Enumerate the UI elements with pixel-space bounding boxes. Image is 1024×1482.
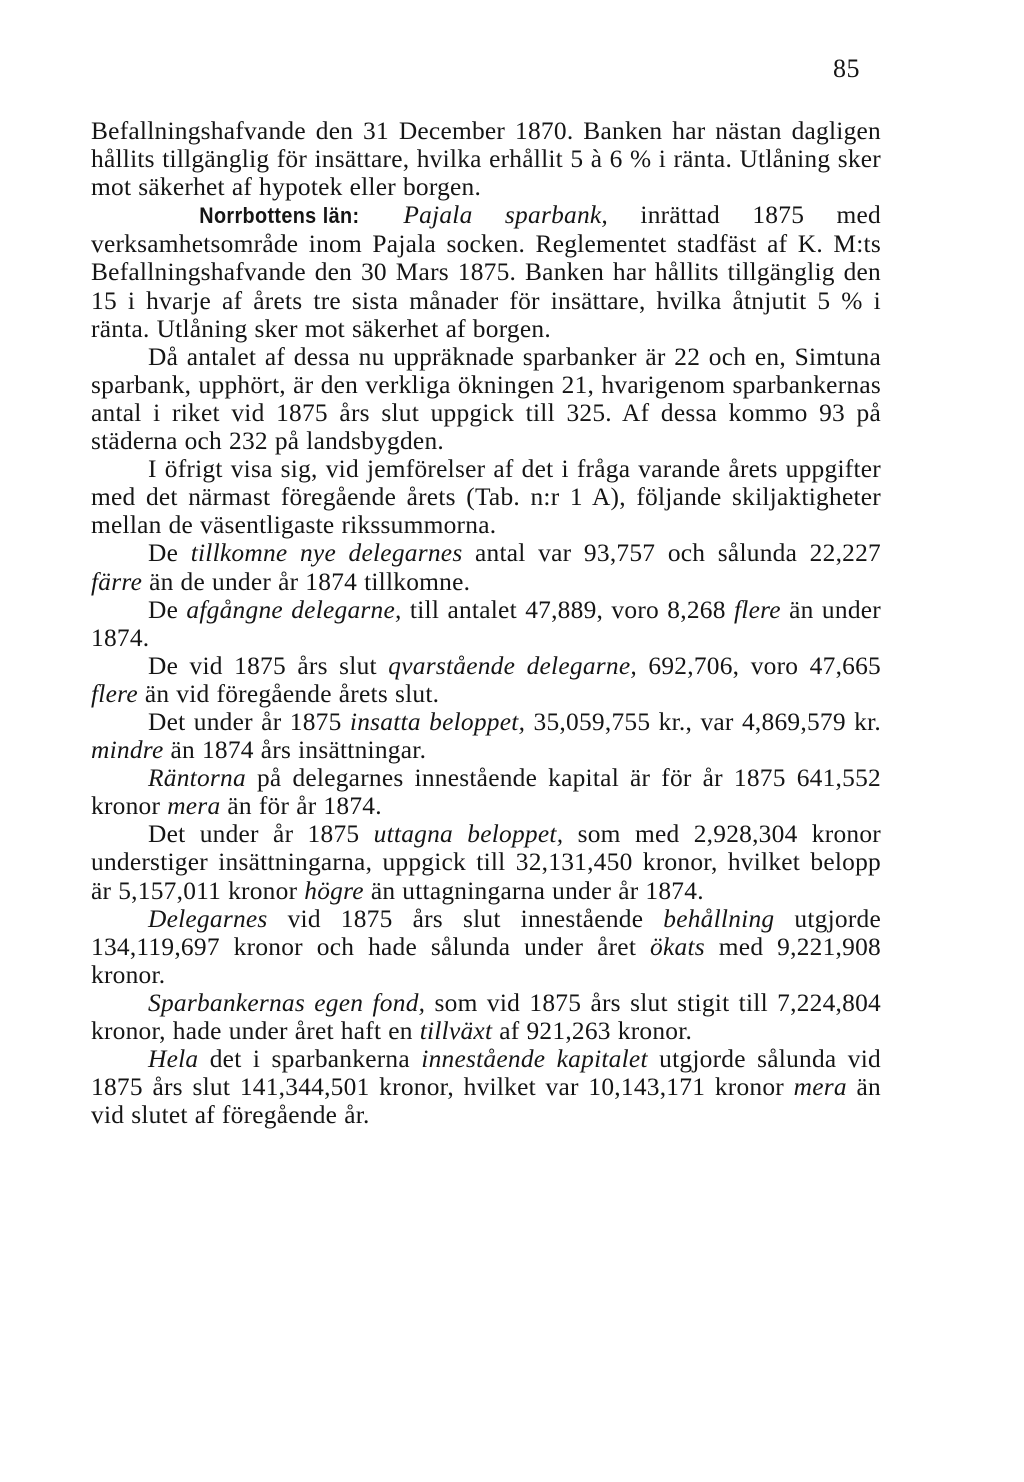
italic-text: färre (91, 567, 143, 596)
italic-text: qvarstående delegarne, (388, 651, 637, 680)
italic-text: mera (167, 792, 221, 821)
text-segment: det i sparbankerna (198, 1045, 422, 1074)
text-segment: 692,706, voro 47,665 (636, 651, 881, 680)
text-segment: som med 2,928,304 kronor understiger insättningarna, uppgick till 32,131,450 kronor, hvilket belopp är 5,157,011 kronor (91, 820, 881, 905)
text-segment: af 921,263 kronor. (492, 1017, 693, 1045)
text-segment: än de under år 1874 tillkomne. (142, 567, 471, 596)
text-segment: än 1874 års insättningar. (163, 736, 427, 765)
text-segment: Det under år 1875 (148, 707, 350, 736)
italic-text: flere (91, 679, 138, 708)
italic-text: behållning (663, 904, 775, 933)
italic-text: afgångne delegarne, (186, 595, 402, 624)
italic-text: tillväxt (419, 1017, 493, 1045)
text-segment: som vid 1875 års slut stigit till 7,224,804 kronor, hade under året haft en (91, 988, 881, 1045)
text-segment: De (148, 595, 187, 624)
text-segment: än under 1874. (91, 595, 881, 652)
italic-text: Räntorna (148, 764, 246, 793)
paragraph (91, 820, 881, 904)
text-segment: till antalet 47,889, voro 8,268 (401, 595, 734, 624)
italic-text: Sparbankernas egen fond, (148, 988, 426, 1017)
text-segment: 35,059,755 kr., var 4,869,579 kr. (525, 707, 881, 736)
italic-text: mindre (91, 736, 164, 765)
paragraph (91, 343, 881, 455)
text-segment: inrättad 1875 med verksamhetsområde inom Pajala socken. Reglementet stadfäst af K. M:ts Befallningshafvande den 30 Mars 1875. Banken har hållits tillgänglig den 15 i hvarje af årets tre sista månader för insättare, hvilka åtnjutit 5 % i ränta. Utlåning sker mot säkerhet af borgen. (91, 201, 881, 343)
text-segment (371, 201, 403, 229)
text-segment: De (148, 539, 191, 568)
text-segment: antal var 93,757 och sålunda 22,227 (462, 539, 881, 568)
text-segment: än vid föregående årets slut. (137, 679, 440, 708)
text-body (91, 117, 881, 1129)
text-segment: utgjorde 134,119,697 kronor och hade sålunda under året (91, 904, 881, 961)
text-segment: Det under år 1875 (148, 820, 374, 849)
text-segment: än för år 1874. (220, 792, 382, 821)
paragraph (91, 989, 881, 1045)
paragraph (91, 652, 881, 708)
paragraph (91, 117, 881, 201)
text-segment: Befallningshafvande den 31 December 1870. Banken har nästan dagligen hållits tillgänglig för insättare, hvilka erhållit 5 à 6 % i ränta. Utlåning sker mot säkerhet af hypotek eller borgen. (91, 117, 881, 202)
italic-text: flere (733, 595, 781, 624)
text-segment: utgjorde sålunda vid 1875 års slut 141,344,501 kronor, hvilket var 10,143,171 kronor (91, 1045, 881, 1102)
paragraph (91, 708, 881, 764)
page-number: 85 (833, 54, 860, 83)
text-segment: Då antalet af dessa nu uppräknade sparbanker är 22 och en, Simtuna sparbank, upphört, är den verkliga ökningen 21, hvarigenom sparbankernas antal i riket vid 1875 års slut uppgick till 325. Af dessa kommo 93 på städerna och 232 på landsbygden. (91, 342, 881, 456)
italic-text: tillkomne nye delegarnes (190, 539, 463, 568)
italic-text: insatta beloppet, (349, 707, 526, 736)
italic-text: Delegarnes (148, 904, 268, 933)
text-segment: De vid 1875 års slut (148, 651, 389, 680)
text-segment: än uttagningarna under år 1874. (363, 876, 704, 905)
paragraph (91, 539, 881, 595)
paragraph (91, 1045, 881, 1129)
paragraph (91, 455, 881, 539)
paragraph (91, 201, 881, 342)
county-heading: Norrbottens län: (199, 203, 360, 229)
paragraph (91, 764, 881, 820)
italic-text: innestående kapitalet (421, 1045, 648, 1074)
text-segment: vid 1875 års slut innestående (267, 904, 664, 933)
text-segment: med 9,221,908 kronor. (91, 932, 881, 989)
italic-text: Hela (148, 1045, 199, 1074)
italic-text: uttagna beloppet, (373, 820, 564, 849)
text-segment: I öfrigt visa sig, vid jemförelser af det i fråga varande årets uppgifter med det närmast föregående årets (Tab. n:r 1 A), följande skiljaktigheter mellan de väsentligaste rikssummorna. (91, 455, 881, 540)
text-segment: än vid slutet af föregående år. (91, 1073, 881, 1130)
paragraph (91, 905, 881, 989)
italic-text: ökats (650, 932, 705, 961)
text-segment: på delegarnes innestående kapital är för år 1875 641,552 kronor (91, 764, 881, 821)
paragraph (91, 596, 881, 652)
italic-text: högre (304, 876, 364, 905)
italic-text: mera (793, 1073, 847, 1102)
italic-text: Pajala sparbank, (403, 201, 609, 230)
